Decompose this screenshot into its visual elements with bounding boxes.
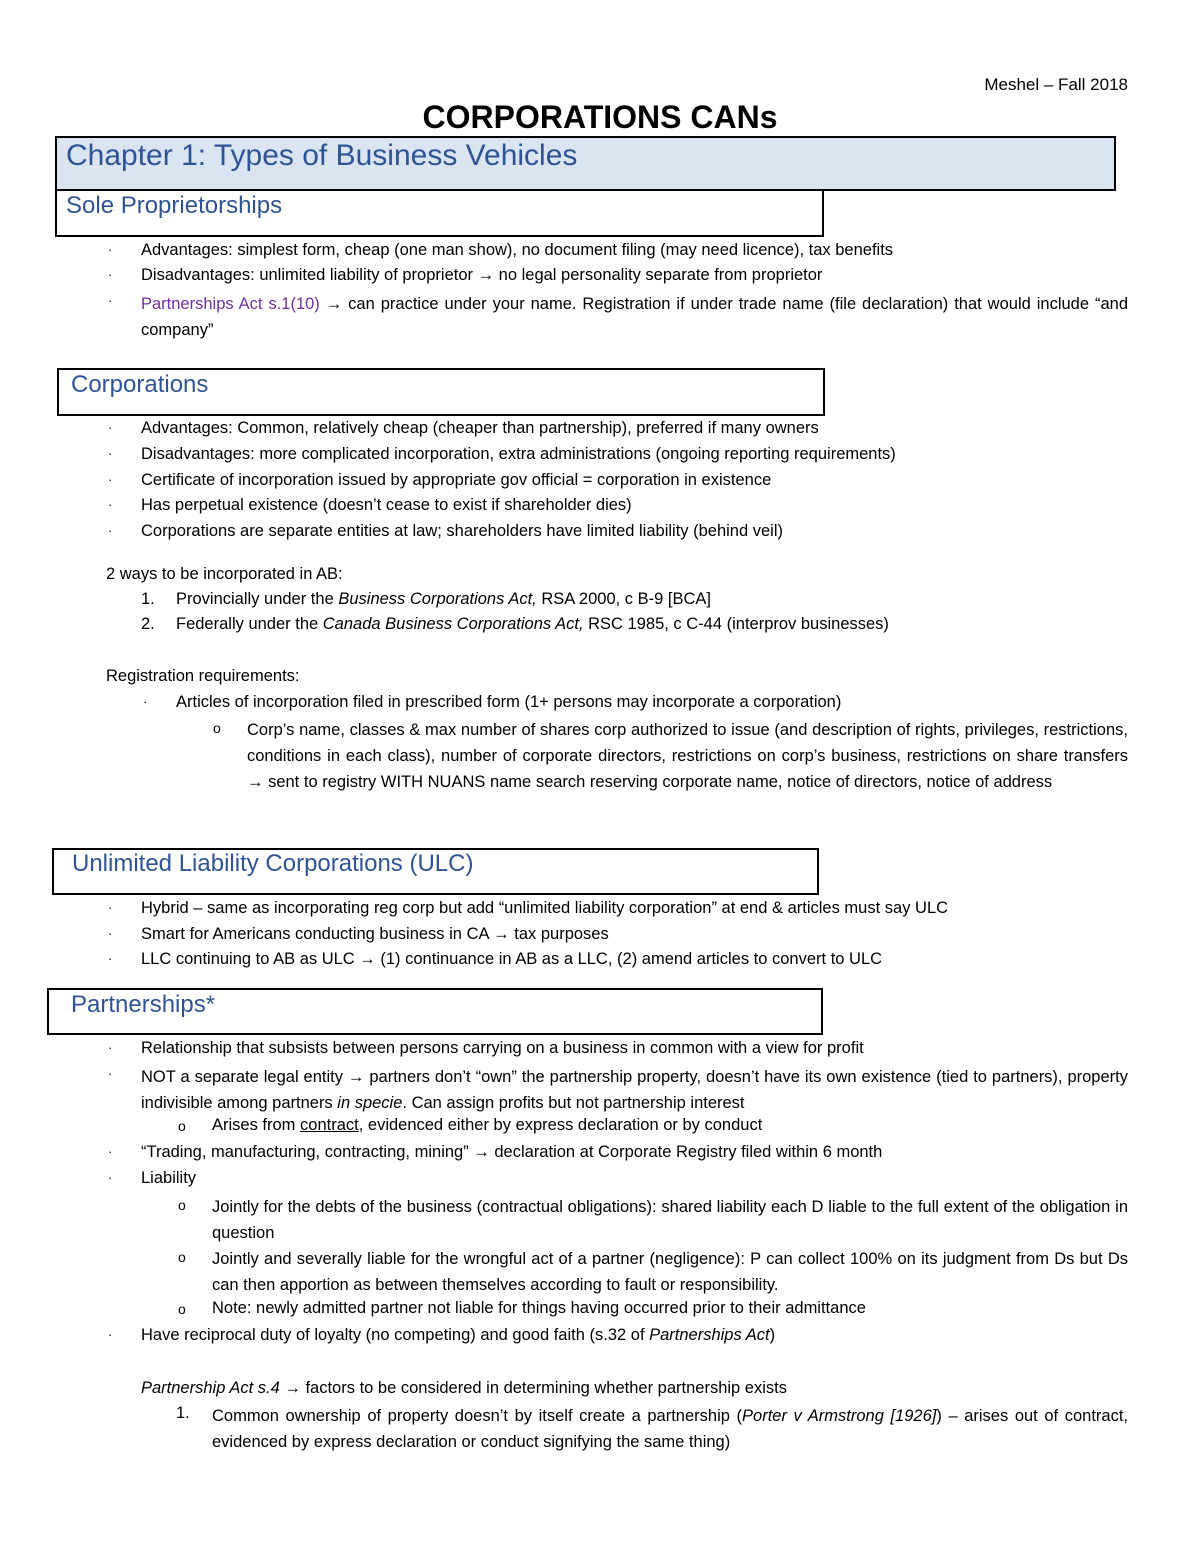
contract-term: contract [300,1116,359,1134]
cbca-citation: RSC 1985, c C-44 (interprov businesses) [583,615,889,633]
liability-joint-several: Jointly and severally liable for the wrongful act of a partner (negligence): P can collect 100% on its judgment from Ds but Ds can then apportion as between themselves according to fault or responsibility. [212,1250,1128,1294]
way-provincial-lead: Provincially under the [176,590,339,608]
liability-label: Liability [141,1169,197,1187]
factor-text: Common ownership of property doesn’t by itself create a partnership ( [212,1407,743,1425]
sub-bullet-icon: o [213,720,221,736]
arises-from-contract [212,1115,762,1135]
liability-new-partner: Note: newly admitted partner not liable for things having occurred prior to their admittance [212,1299,866,1317]
bullet-icon: · [108,497,113,512]
section-4-factors [141,1378,787,1398]
bullet-icon: · [108,1144,113,1159]
sub-bullet-icon: o [178,1301,186,1317]
duty-of-loyalty [141,1325,775,1345]
sole-heading: Sole Proprietorships [66,192,283,219]
sole-name-registration-text: → can practice under your name. Registration if under trade name (file declaration) that would include “and company” [141,295,1128,339]
sub-bullet-icon: o [178,1118,186,1134]
liability-joint: Jointly for the debts of the business (contractual obligations): shared liability each D liable to the full extent of the obligation in question [212,1198,1128,1242]
bullet-icon: · [108,1170,113,1185]
section-4-citation: Partnership Act s.4 [141,1379,280,1397]
bullet-icon: · [108,1040,113,1055]
sub-bullet-icon: o [178,1249,186,1265]
bullet-icon: · [108,242,113,257]
list-number: 1. [141,590,155,608]
sub-bullet-icon: o [178,1197,186,1213]
bullet-icon: · [108,420,113,435]
bullet-icon: · [108,523,113,538]
bullet-icon: · [108,446,113,461]
ulc-llc-continuance: LLC continuing to AB as ULC → (1) continuance in AB as a LLC, (2) amend articles to convert to ULC [141,950,883,968]
partnerships-heading: Partnerships* [71,991,216,1018]
sole-advantages: Advantages: simplest form, cheap (one man show), no document filing (may need licence), tax benefits [141,241,894,259]
corporations-heading: Corporations [71,371,209,398]
ulc-americans: Smart for Americans conducting business in CA → tax purposes [141,925,609,943]
list-number: 2. [141,615,155,633]
section-4-text: → factors to be considered in determining whether partnership exists [279,1379,787,1397]
corp-separate-entity: Corporations are separate entities at law; shareholders have limited liability (behind veil) [141,522,783,540]
bca-citation: RSA 2000, c B-9 [BCA] [536,590,711,608]
factor-common-ownership [212,1403,1128,1455]
way-federal-lead: Federally under the [176,615,323,633]
bullet-icon: · [108,267,113,282]
bullet-icon: · [108,951,113,966]
author-term: Meshel – Fall 2018 [984,75,1128,94]
arises-from-tail: , evidenced either by express declaration or by conduct [358,1116,763,1134]
ulc-hybrid: Hybrid – same as incorporating reg corp but add “unlimited liability corporation” at end & articles must say ULC [141,899,949,917]
bullet-icon: · [108,472,113,487]
way-provincial [176,589,711,609]
document-title: CORPORATIONS CANs [422,99,778,135]
porter-v-armstrong: Porter v Armstrong [1926] [742,1407,937,1425]
chapter-heading: Chapter 1: Types of Business Vehicles [66,139,578,172]
arises-from-lead: Arises from [212,1116,301,1134]
cbca-title: Canada Business Corporations Act, [322,615,584,633]
sole-disadvantages: Disadvantages: unlimited liability of proprietor → no legal personality separate from proprietor [141,266,823,284]
partnership-definition: Relationship that subsists between persons carrying on a business in common with a view for profit [141,1039,864,1057]
partnership-not-entity [141,1064,1128,1116]
duty-close: ) [769,1326,776,1344]
registration-intro: Registration requirements: [106,667,300,685]
factor-tail: ) – arises out of contract, evidenced by express declaration or conduct signifying the same thing) [212,1407,1128,1451]
list-number: 1. [176,1404,190,1422]
ways-intro: 2 ways to be incorporated in AB: [106,565,343,583]
partnerships-act-citation: Partnerships Act s.1(10) [141,295,320,313]
bullet-icon: · [143,694,148,709]
not-entity-text: NOT a separate legal entity → partners don’t “own” the partnership property, doesn’t have its own existence (tied to partners), property indivisible among partners [141,1068,1128,1112]
duty-text: Have reciprocal duty of loyalty (no competing) and good faith (s.32 of [141,1326,650,1344]
bullet-icon: · [108,926,113,941]
corp-perpetual: Has perpetual existence (doesn’t cease to exist if shareholder dies) [141,496,632,514]
bullet-icon: · [108,1327,113,1342]
sole-partnerships-act [141,291,1128,343]
bullet-icon: · [108,1066,113,1081]
assign-profits-text: . Can assign profits but not partnership interest [402,1094,745,1112]
bullet-icon: · [108,293,113,308]
ulc-heading: Unlimited Liability Corporations (ULC) [72,850,474,877]
partnership-declaration: “Trading, manufacturing, contracting, mining” → declaration at Corporate Registry filed within 6 month [141,1143,883,1161]
corp-advantages: Advantages: Common, relatively cheap (cheaper than partnership), preferred if many owners [141,419,819,437]
bca-title: Business Corporations Act, [338,590,537,608]
bullet-icon: · [108,900,113,915]
articles-of-incorporation: Articles of incorporation filed in prescribed form (1+ persons may incorporate a corporation) [176,693,842,711]
corp-certificate: Certificate of incorporation issued by appropriate gov official = corporation in existence [141,471,772,489]
partnerships-act-ref: Partnerships Act [649,1326,770,1344]
way-federal [176,614,889,634]
articles-contents: Corp’s name, classes & max number of shares corp authorized to issue (and description of rights, privileges, restrictions, conditions in each class), number of corporate directors, restrictions on corp’s business, restrictions on share transfers → sent to registry WITH NUANS name search reserving corporate name, notice of directors, notice of address [247,721,1128,791]
corp-disadvantages: Disadvantages: more complicated incorporation, extra administrations (ongoing reporting requirements) [141,445,896,463]
in-specie: in specie [337,1094,403,1112]
